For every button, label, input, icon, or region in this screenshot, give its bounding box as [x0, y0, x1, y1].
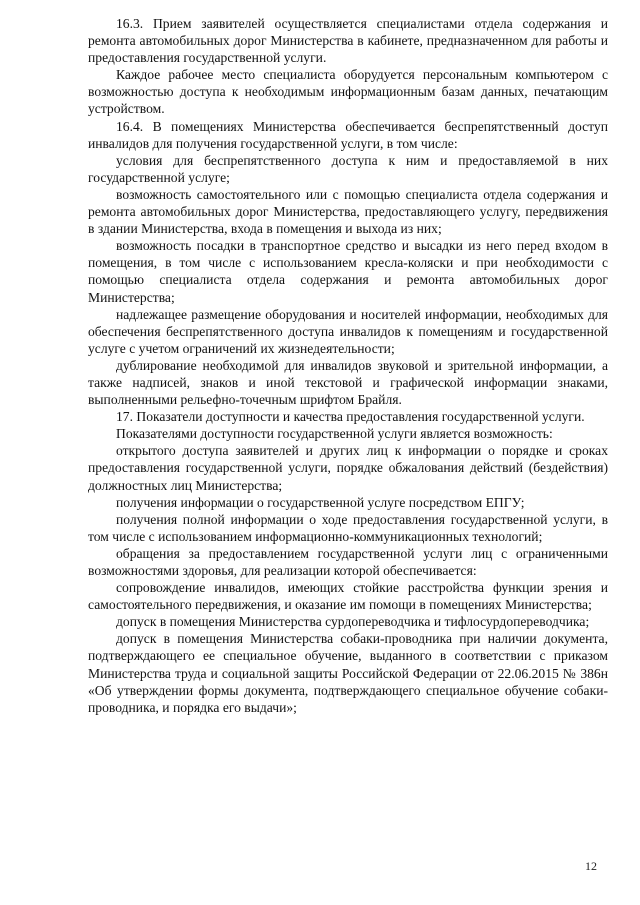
paragraph-full-info: получения полной информации о ходе предоставления государственной услуги, в том числе с использованием информационно-коммуникационных технологий;	[88, 511, 608, 544]
paragraph-epgu-info: получения информации о государственной услуге посредством ЕПГУ;	[116, 494, 525, 510]
paragraph-access-conditions: условия для беспрепятственного доступа к ним и предоставляемой в них государственной услуге;	[88, 152, 608, 185]
paragraph-16-4: 16.4. В помещениях Министерства обеспечивается беспрепятственный доступ инвалидов для получения государственной услуги, в том числе:	[88, 118, 608, 151]
paragraph-movement-possibility: возможность самостоятельного или с помощью специалиста отдела содержания и ремонта автомобильных дорог Министерства, предоставляющего услугу, передвижения в здании Министерства, входа в помещения и выхода из них;	[88, 186, 608, 237]
paragraph-boarding-possibility: возможность посадки в транспортное средство и высадки из него перед входом в помещения, в том числе с использованием кресла-коляски и при необходимости с помощью специалиста отдела содержания и ремонта автомобильных дорог Министерства;	[88, 238, 608, 305]
paragraph-open-access: открытого доступа заявителей и других лиц к информации о порядке и сроках предоставления государственной услуги, порядке обжалования действий (бездействия) должностных лиц Министерства;	[88, 443, 608, 493]
paragraph-braille-duplication: дублирование необходимой для инвалидов звуковой и зрительной информации, а также надписей, знаков и иной текстовой и графической информации знаками, выполненными рельефно-точечным шрифтом Брайля.	[88, 357, 608, 408]
paragraph-16-3: 16.3. Прием заявителей осуществляется специалистами отдела содержания и ремонта автомобильных дорог Министерства в кабинете, предназначенном для работы и предоставления государственной услуги.	[88, 16, 608, 66]
paragraph-workplace-equipment: Каждое рабочее место специалиста оборудуется персональным компьютером с возможностью доступа к необходимым информационным базам данных, печатающим устройством.	[88, 67, 608, 117]
paragraph-accessibility-indicators: Показателями доступности государственной услуги является возможность:	[116, 426, 553, 442]
paragraph-limited-abilities: обращения за предоставлением государственной услуги лиц с ограниченными возможностями здоровья, для реализации которой обеспечивается:	[88, 545, 608, 578]
paragraph-17-heading: 17. Показатели доступности и качества предоставления государственной услуги.	[116, 409, 585, 425]
page-number: 12	[585, 859, 597, 873]
paragraph-guide-dog: допуск в помещения Министерства собаки-проводника при наличии документа, подтверждающего ее специальное обучение, выданного в соответствии с приказом Министерства труда и социальной защиты Российской Федерации от 22.06.2015 № 386н «Об утверждении формы документа, подтверждающего специальное обучение собаки-проводника, и порядка его выдачи»;	[88, 631, 608, 715]
document-body	[88, 15, 608, 716]
paragraph-escort: сопровождение инвалидов, имеющих стойкие расстройства функции зрения и самостоятельного передвижения, и оказание им помощи в помещениях Министерства;	[88, 580, 608, 613]
paragraph-equipment-placement: надлежащее размещение оборудования и носителей информации, необходимых для обеспечения беспрепятственного доступа инвалидов к помещениям и государственной услуге с учетом ограничений их жизнедеятельности;	[88, 306, 608, 356]
paragraph-sign-interpreter: допуск в помещения Министерства сурдопереводчика и тифлосурдопереводчика;	[116, 614, 590, 630]
